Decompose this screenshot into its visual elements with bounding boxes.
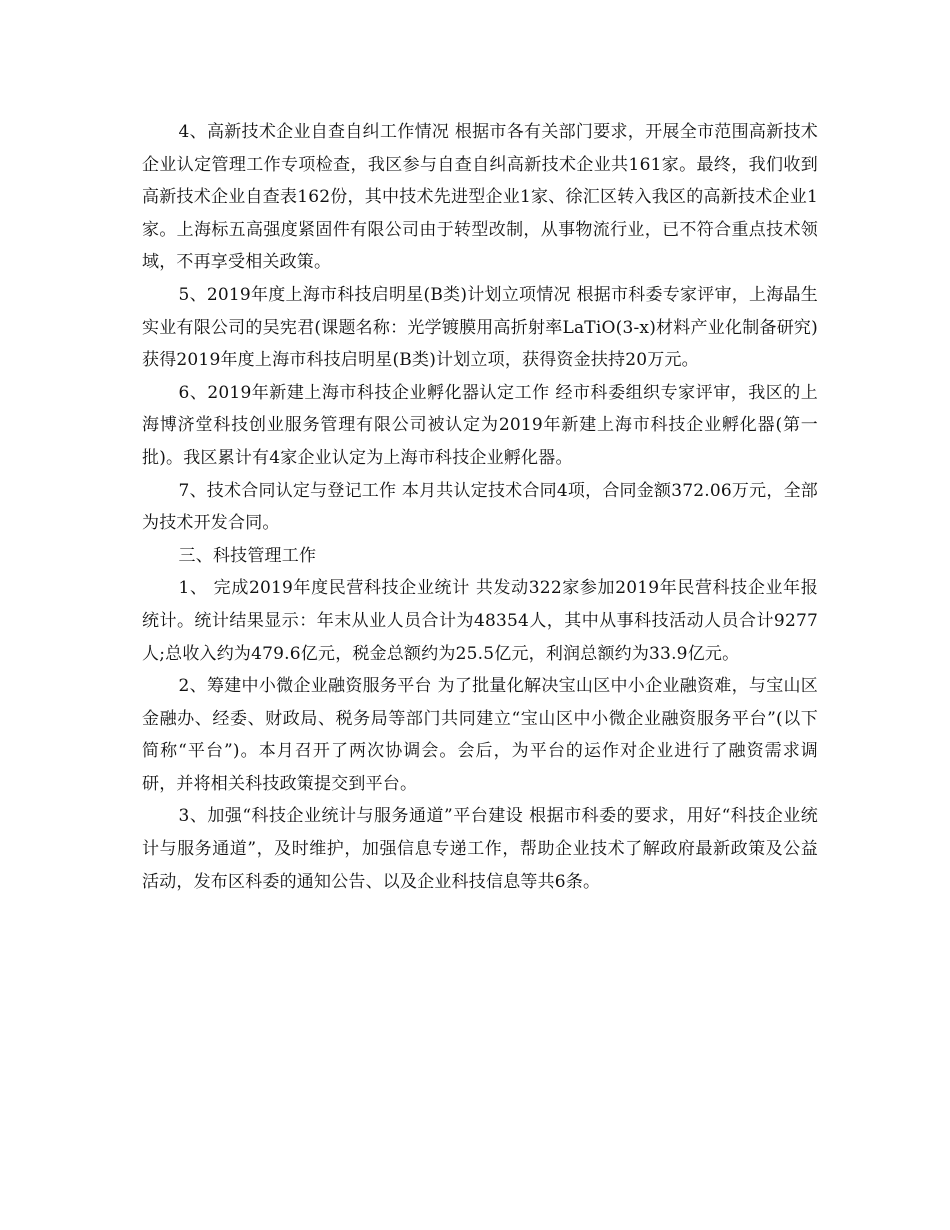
paragraph-service-channel: 3、加强“科技企业统计与服务通道”平台建设 根据市科委的要求，用好“科技企业统计与服务通道”，及时维护，加强信息专递工作，帮助企业技术了解政府最新政策及公益活动，发布区科委的通知公告、以及企业科技信息等共6条。 xyxy=(142,806,818,892)
section-heading-tech-management: 三、科技管理工作 xyxy=(178,545,317,566)
paragraph-technology-contracts: 7、技术合同认定与登记工作 本月共认定技术合同4项，合同金额372.06万元，全部为技术开发合同。 xyxy=(142,480,818,534)
paragraph-private-tech-statistics: 1、 完成2019年度民营科技企业统计 共发动322家参加2019年民营科技企业年报统计。统计结果显示：年末从业人员合计为48354人，其中从事科技活动人员合计9277人;总收入约为479.6亿元，税金总额约为25.5亿元，利润总额约为33.9亿元。 xyxy=(142,578,818,664)
paragraph-high-tech-self-inspection: 4、高新技术企业自查自纠工作情况 根据市各有关部门要求，开展全市范围高新技术企业认定管理工作专项检查，我区参与自查自纠高新技术企业共161家。最终，我们收到高新技术企业自查表162份，其中技术先进型企业1家、徐汇区转入我区的高新技术企业1家。上海标五高强度紧固件有限公司由于转型改制，从事物流行业，已不符合重点技术领域，不再享受相关政策。 xyxy=(142,122,818,273)
paragraph-science-star-project: 5、2019年度上海市科技启明星(B类)计划立项情况 根据市科委专家评审，上海晶生实业有限公司的吴宪君(课题名称：光学镀膜用高折射率LaTiO(3-x)材料产业化制备研究)获得2019年度上海市科技启明星(B类)计划立项，获得资金扶持20万元。 xyxy=(142,284,818,371)
document-page xyxy=(142,116,818,898)
paragraph-financing-platform: 2、筹建中小微企业融资服务平台 为了批量化解决宝山区中小企业融资难，与宝山区金融办、经委、财政局、税务局等部门共同建立“宝山区中小微企业融资服务平台”(以下简称“平台”)。本月召开了两次协调会。会后，为平台的运作对企业进行了融资需求调研，并将相关科技政策提交到平台。 xyxy=(142,676,818,794)
paragraph-incubator-certification: 6、2019年新建上海市科技企业孵化器认定工作 经市科委组织专家评审，我区的上海博济堂科技创业服务管理有限公司被认定为2019年新建上海市科技企业孵化器(第一批)。我区累计有4家企业认定为上海市科技企业孵化器。 xyxy=(142,382,818,468)
